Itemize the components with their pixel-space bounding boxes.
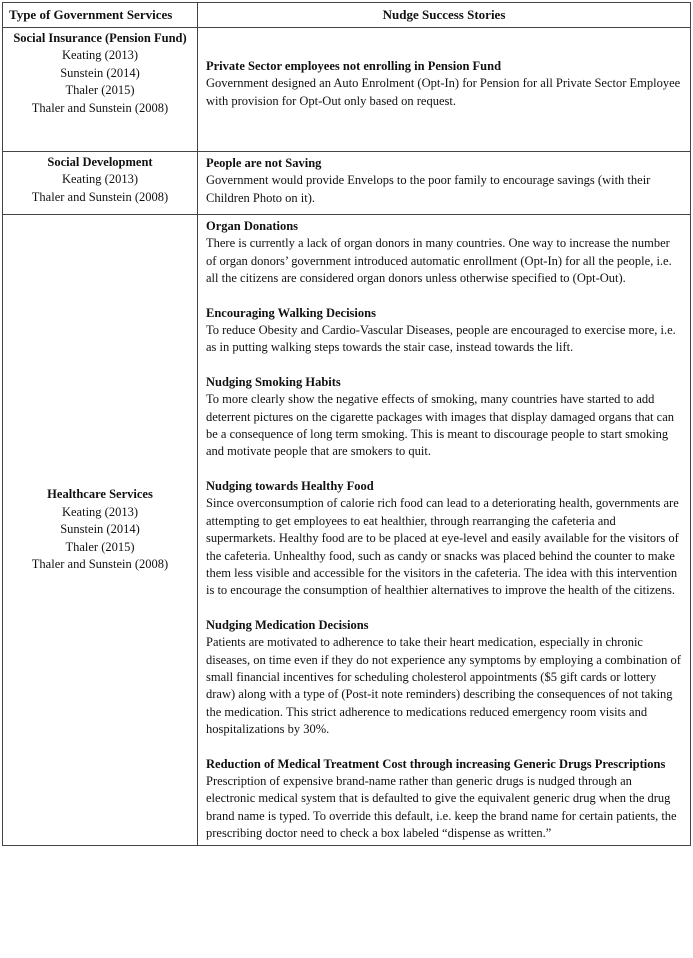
- citation: Keating (2013): [61, 504, 139, 519]
- story: [206, 478, 682, 600]
- story-title: Nudging Medication Decisions: [206, 617, 369, 632]
- stories-cell: [198, 28, 691, 152]
- stories-cell: [198, 215, 691, 846]
- story: [206, 617, 682, 739]
- type-cell: [3, 28, 198, 152]
- citation: Keating (2013): [61, 48, 139, 63]
- header-row: [3, 3, 691, 28]
- citation: Sunstein (2014): [60, 65, 140, 80]
- story-title: Encouraging Walking Decisions: [206, 305, 376, 320]
- story: [206, 218, 682, 288]
- story-text: Government would provide Envelops to the poor family to encourage savings (with their Children Photo on it).: [206, 173, 651, 205]
- story: [206, 58, 682, 110]
- type-title: Healthcare Services: [47, 487, 153, 502]
- table-row: [3, 152, 691, 215]
- story-title: Nudging towards Healthy Food: [206, 478, 374, 493]
- story-title: Private Sector employees not enrolling in Pension Fund: [206, 59, 502, 73]
- table-row: [3, 215, 691, 846]
- story-title: Nudging Smoking Habits: [206, 374, 341, 389]
- table-row: [3, 28, 691, 152]
- citation: Keating (2013): [61, 172, 139, 187]
- type-cell: [3, 152, 198, 215]
- story-title: People are not Saving: [206, 156, 322, 170]
- nudge-table: [2, 2, 691, 846]
- story-text: Patients are motivated to adherence to take their heart medication, especially in chronic diseases, on time even if they do not experience any symptoms by employing a combination of small financial incentives for scheduling cholesterol appointments ($5 gift cards or lottery draw) along with a type of (Post-it note reminders) describing the consequences of not taking the medication. This strict adherence to medications reduced emergency room visits and hospitalizations by 30%.: [206, 635, 681, 737]
- citation: Thaler and Sunstein (2008): [31, 556, 169, 571]
- story-text: Since overconsumption of calorie rich food can lead to a deteriorating health, governments are attempting to get employees to eat healthier, through rearranging the cafeteria and supermarkets. Healthy food are to be placed at eye-level and easily available for the visitors of the cafeteria. Unhealthy food, such as candy or snacks was placed behind the counter to make them less visible and accessible for the visitors in the cafeteria. The idea with this intervention is to encourage the consumption of healthier alternatives to improve the health of the citizens.: [206, 496, 679, 598]
- story-text: To reduce Obesity and Cardio-Vascular Diseases, people are encouraged to exercise more, i.e. as in putting walking steps towards the stair case, instead towards the lift.: [206, 323, 676, 355]
- type-title: Social Development: [47, 155, 153, 169]
- story-text: To more clearly show the negative effects of smoking, many countries have started to add deterrent pictures on the cigarette packages with images that display damaged organs that can be a consequence of long term smoking. This is meant to discourage people to start smoking and motivate people that are smokers to quit.: [206, 392, 674, 459]
- citation: Thaler and Sunstein (2008): [31, 189, 169, 204]
- type-title: Social Insurance (Pension Fund): [13, 31, 187, 45]
- citation: Thaler and Sunstein (2008): [31, 100, 169, 115]
- story-text: There is currently a lack of organ donors in many countries. One way to increase the number of organ donors’ government introduced automatic enrollment (Opt-In) for all the people, i.e. all the citizens are considered organ donors unless otherwise specified to (Opt-Out).: [206, 236, 672, 286]
- stories-cell: [198, 152, 691, 215]
- header-type: Type of Government Services: [3, 3, 198, 28]
- story: [206, 374, 682, 461]
- citation: Thaler (2015): [65, 83, 135, 98]
- citation: Sunstein (2014): [60, 522, 140, 537]
- story: [206, 155, 682, 207]
- type-cell: [3, 215, 198, 846]
- story-text: Prescription of expensive brand-name rather than generic drugs is nudged through an electronic medical system that is defaulted to give the equivalent generic drug when the drug brand name is typed. To override this default, i.e. keep the brand name for certain patients, the prescribing doctor need to check a box labeled “dispense as written.”: [206, 773, 677, 841]
- citation: Thaler (2015): [65, 539, 135, 554]
- story: [206, 756, 682, 843]
- header-stories: Nudge Success Stories: [198, 3, 691, 28]
- story-title: Organ Donations: [206, 219, 299, 233]
- story-text: Government designed an Auto Enrolment (Opt-In) for Pension for all Private Sector Employee with provision for Opt-Out only based on request.: [206, 76, 681, 108]
- story-title: Reduction of Medical Treatment Cost through increasing Generic Drugs Prescriptions: [206, 756, 666, 771]
- story: [206, 305, 682, 357]
